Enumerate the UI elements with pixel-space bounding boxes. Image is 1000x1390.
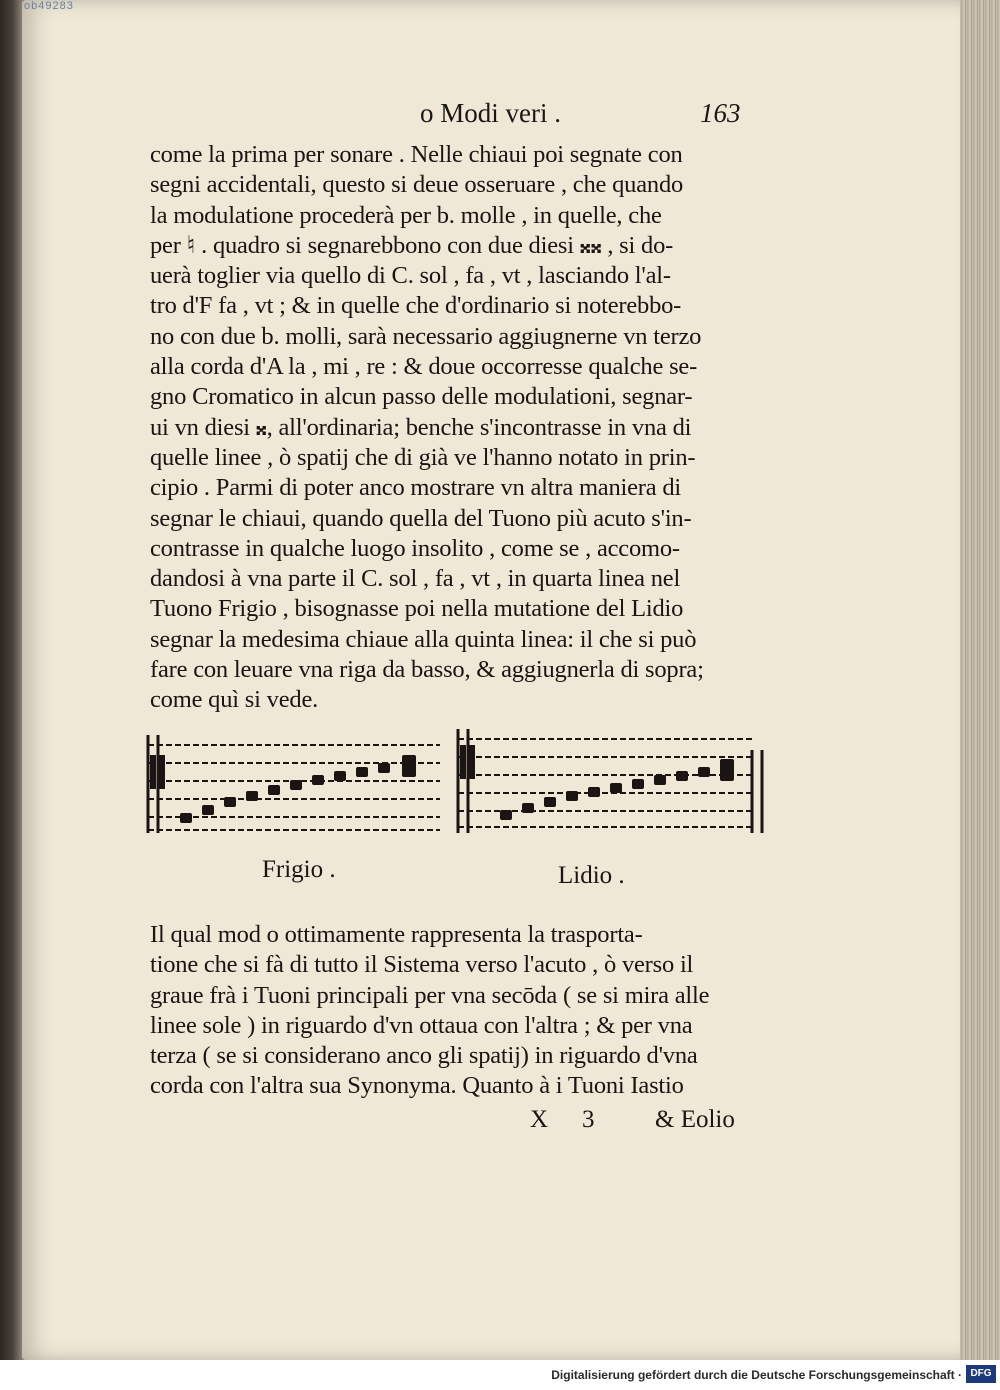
text-line: quelle linee , ò spatij che di già ve l'hanno notato in prin- bbox=[150, 443, 696, 471]
text-line: Il qual mod o ottimamente rappresenta la trasporta- bbox=[150, 921, 643, 948]
text-line: uerà toglier via quello di C. sol , fa , vt , lasciando l'al- bbox=[150, 262, 671, 290]
text-line: linee sole ) in riguardo d'vn ottaua con l'altra ; & per vna bbox=[150, 1011, 693, 1039]
text-line: fare con leuare vna riga da basso, & aggiugnerla di sopra; bbox=[150, 656, 704, 684]
page-number: 163 bbox=[700, 98, 741, 128]
catchword: & Eolio bbox=[655, 1106, 735, 1133]
page-edges bbox=[960, 0, 1000, 1360]
text-line: tro d'F fa , vt ; & in quelle che d'ordinario si noterebbo- bbox=[150, 292, 682, 320]
text-line: tione che si fà di tutto il Sistema verso l'acuto , ò verso il bbox=[150, 951, 694, 979]
dfg-logo: DFG bbox=[966, 1365, 996, 1383]
text-line: gno Cromatico in alcun passo delle modulationi, segnar- bbox=[150, 383, 693, 411]
text-line: corda con l'altra sua Synonyma. Quanto à i Tuoni Iastio bbox=[150, 1072, 684, 1100]
text-line: graue frà i Tuoni principali per vna secōda ( se si mira alle bbox=[150, 981, 710, 1009]
continuation-paragraph bbox=[150, 920, 800, 1102]
running-head: o Modi veri . bbox=[420, 98, 561, 128]
text-line: per ♮ . quadro si segnarebbono con due diesi 𝄪𝄪 , si do- bbox=[150, 231, 674, 259]
text-line: come quì si vede. bbox=[150, 686, 319, 714]
text-line: la modulatione procederà per b. molle , in quelle, che bbox=[150, 201, 662, 229]
text-line: contrasse in qualche luogo insolito , come se , accomo- bbox=[150, 534, 680, 562]
signature-number: 3 bbox=[582, 1106, 595, 1133]
music-staff-example bbox=[140, 725, 790, 845]
text-line: Tuono Frigio , bisognasse poi nella mutatione del Lidio bbox=[150, 595, 684, 623]
digitization-footer bbox=[0, 1360, 1000, 1390]
text-line: segnar la medesima chiaue alla quinta linea: il che si può bbox=[150, 625, 697, 653]
funding-credit: Digitalisierung gefördert durch die Deutsche Forschungsgemeinschaft · bbox=[551, 1368, 962, 1382]
text-line: terza ( se si considerano anco gli spatij) in riguardo d'vna bbox=[150, 1042, 698, 1070]
text-line: segnar le chiaui, quando quella del Tuono più acuto s'in- bbox=[150, 504, 692, 532]
library-mark: ob49283 bbox=[24, 0, 74, 12]
text-line: dandosi à vna parte il C. sol , fa , vt , in quarta linea nel bbox=[150, 565, 681, 593]
frigio-label: Frigio . bbox=[262, 856, 336, 883]
text-line: ui vn diesi 𝄪, all'ordinaria; benche s'incontrasse in vna di bbox=[150, 413, 692, 441]
text-line: alla corda d'A la , mi , re : & doue occorresse qualche se- bbox=[150, 353, 698, 381]
signature-letter: X bbox=[530, 1106, 549, 1133]
frigio-notes bbox=[180, 755, 416, 823]
text-line: segni accidentali, questo si deue osseruare , che quando bbox=[150, 171, 684, 199]
lidio-label: Lidio . bbox=[558, 862, 625, 889]
text-line: come la prima per sonare . Nelle chiaui poi segnate con bbox=[150, 141, 683, 168]
main-paragraph bbox=[150, 140, 800, 716]
text-line: no con due b. molli, sarà necessario aggiugnerne vn terzo bbox=[150, 322, 702, 350]
text-line: cipio . Parmi di poter anco mostrare vn altra maniera di bbox=[150, 474, 682, 502]
